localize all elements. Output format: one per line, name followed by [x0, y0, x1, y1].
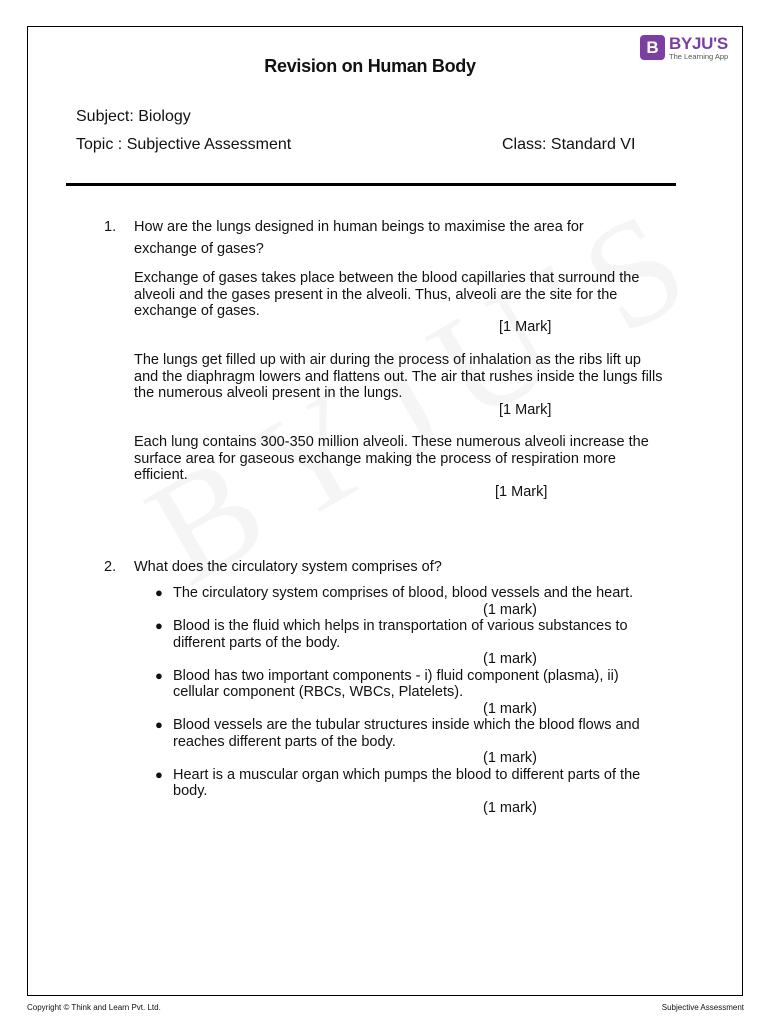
logo-name: BYJU'S — [669, 34, 728, 53]
list-item — [155, 618, 665, 668]
mark-label: (1 mark) — [483, 601, 537, 618]
question-text-line: exchange of gases? — [134, 241, 264, 257]
answer-bullet-list — [155, 585, 665, 816]
mark-label: (1 mark) — [483, 651, 537, 667]
bullet-icon: ● — [155, 667, 163, 683]
topic-label: Topic : Subjective Assessment — [76, 136, 292, 153]
list-item — [155, 717, 665, 767]
bullet-text: Heart is a muscular organ which pumps the blood to different parts of the body. — [173, 766, 641, 799]
question-text: What does the circulatory system comprises of? — [134, 559, 442, 575]
bullet-text: Blood is the fluid which helps in transportation of various substances to different parts of the body. — [173, 618, 628, 651]
header-divider — [66, 183, 676, 186]
bullet-text: Blood vessels are the tubular structures inside which the blood flows and reaches different parts of the body. — [173, 717, 640, 750]
question-text-line: How are the lungs designed in human beings to maximise the area for — [134, 219, 584, 235]
bullet-icon: ● — [155, 717, 163, 732]
mark-label: (1 mark) — [483, 700, 537, 717]
page-border — [27, 26, 743, 996]
logo-tagline: The Learning App — [669, 52, 729, 61]
logo-mark-icon: B — [640, 35, 665, 60]
bullet-text: Blood has two important components - i) fluid component (plasma), ii) cellular component (RBCs, WBCs, Platelets). — [173, 667, 619, 700]
bullet-text: The circulatory system comprises of blood, blood vessels and the heart. — [173, 585, 634, 601]
subject-label: Subject: Biology — [76, 108, 191, 125]
footer-doc-type: Subjective Assessment — [661, 1003, 744, 1012]
class-label: Class: Standard VI — [502, 136, 636, 153]
question-number: 2. — [104, 559, 117, 575]
list-item — [155, 767, 665, 817]
bullet-icon: ● — [155, 766, 163, 782]
answer-paragraph: Exchange of gases takes place between the blood capillaries that surround the alveoli and the gases present in the alveoli. Thus, alveoli are the site for the exchange of gases. — [134, 270, 640, 319]
mark-label: [1 Mark] — [499, 319, 552, 335]
mark-label: [1 Mark] — [495, 484, 548, 500]
bullet-icon: ● — [155, 618, 163, 633]
bullet-icon: ● — [155, 585, 163, 600]
mark-label: (1 mark) — [483, 799, 537, 816]
mark-label: (1 mark) — [483, 750, 537, 766]
mark-label: [1 Mark] — [499, 402, 552, 418]
footer-copyright: Copyright © Think and Learn Pvt. Ltd. — [27, 1003, 161, 1012]
answer-paragraph: The lungs get filled up with air during the process of inhalation as the ribs lift up and the diaphragm lowers and flattens out. The air that rushes inside the lungs fills the numerous alveoli present in the lungs. — [134, 352, 663, 401]
list-item — [155, 585, 665, 618]
list-item — [155, 668, 665, 718]
answer-paragraph: Each lung contains 300-350 million alveoli. These numerous alveoli increase the surface area for gaseous exchange making the process of respiration more efficient. — [134, 434, 649, 483]
page-title: Revision on Human Body — [264, 56, 476, 76]
question-number: 1. — [104, 219, 117, 235]
